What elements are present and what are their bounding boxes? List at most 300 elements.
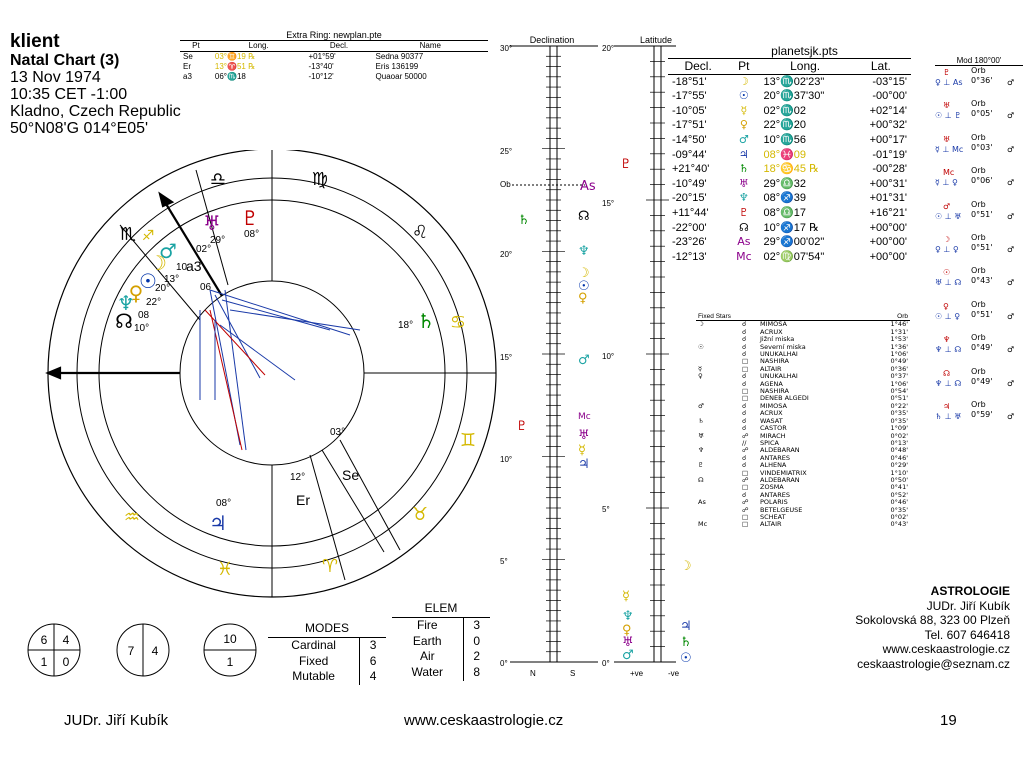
table-row [696,329,910,336]
contact-website[interactable]: www.ceskaastrologie.cz [882,642,1010,656]
table-row [268,669,386,685]
client-name: klient [10,31,60,52]
table-cell: 22°♏20 [763,119,807,132]
table-row [668,89,911,104]
table-cell: -17°55' [672,90,707,103]
table-cell: ♄ [738,162,749,176]
table-cell: 0°41' [890,483,908,492]
sign-glyph: ♉ [411,504,429,525]
table-cell: ☊ [698,475,704,484]
node-glyph: ☊ [115,309,133,333]
table-cell: 4 [369,669,377,684]
table-cell: +00°32' [869,119,907,132]
table-cell: -20°15' [672,192,707,205]
planet-glyphs [115,206,435,535]
modes-title: MODES [268,621,386,637]
table-row [696,351,910,358]
table-cell: ZOSMA [760,483,784,492]
mod-orb-label: Orb [971,199,986,209]
table-cell: ♃ [738,147,749,161]
footer-website[interactable]: www.ceskaastrologie.cz [404,712,564,729]
col-header: Long. [212,41,306,52]
table-row [696,507,910,514]
lat-tick-label: 20° [602,44,615,53]
table-cell: ☌ [742,409,747,418]
planets-table [668,44,911,264]
table-cell: ☿ [740,103,748,117]
table-cell: +00°00' [869,236,907,249]
table-cell: Eris 136199 [375,62,419,71]
table-row [180,72,488,82]
degree-label: 08° [216,498,232,509]
table-cell: ♆ [738,191,749,205]
table-cell: ☍ [742,505,749,514]
table-cell: □ [742,357,749,366]
table-cell: 0°52' [890,490,908,499]
table-row [696,484,910,491]
declination-markers [516,157,692,666]
table-cell: 1°46' [890,320,908,329]
table-row [392,634,490,650]
mod-entry [935,133,1023,166]
mod-sign: ♂ [1007,144,1015,154]
neptune-marker: ♆ [578,244,590,259]
decl-tick-label: 0° [500,659,508,668]
decl-tick-label: 15° [500,353,513,362]
table-cell: ACRUX [760,409,783,418]
mod-top-glyph: ♂ [943,201,951,211]
table-cell: Mc [736,249,752,263]
neptune-glyph: ♆ [117,291,135,315]
table-cell: ☍ [742,431,749,440]
declination-title: Declination [529,35,575,45]
degree-label: 08° [244,229,260,240]
natal-chart-wheel [0,150,500,610]
table-cell: +00°31' [869,177,907,190]
elements-table [392,601,490,681]
pluto-marker: ♇ [516,419,528,434]
moon-marker: ☽ [578,266,590,281]
degree-label: 18° [398,320,414,331]
table-cell: MIMOSA [760,401,787,410]
table-cell: ☌ [742,372,747,381]
table-cell: MIRACH [760,431,786,440]
table-row [668,206,911,221]
col-header: Lat. [851,59,911,75]
circle-value: 1 [226,655,234,669]
circle-value: 1 [40,655,48,669]
table-row [696,366,910,373]
mod-180-panel [935,56,1023,433]
table-cell: NASHIRA [760,387,789,396]
table-cell: ☌ [742,327,747,336]
mod-top-glyph: ♃ [943,401,951,411]
mod-sign: ♂ [1007,278,1015,288]
circle-value: 10 [223,632,237,646]
table-cell: Jižní miska [760,335,795,344]
mod-entry [935,200,1023,233]
table-cell: ☌ [742,401,747,410]
table-cell: ☌ [742,453,747,462]
sign-glyph: ♐ [141,228,155,244]
uranus-marker: ♅ [578,428,590,443]
table-cell: ☌ [742,424,747,433]
circle-value: 4 [62,633,70,647]
degree-label: 06 [200,282,212,293]
jupiter-marker: ♃ [578,457,590,472]
table-cell: +01°31' [869,192,907,205]
table-cell: 3 [473,617,481,632]
table-cell: □ [742,364,749,373]
table-row [696,470,910,477]
table-cell: ALTAIR [760,520,782,529]
mod-orb-label: Orb [971,299,986,309]
table-cell: UNUKALHAI [760,350,798,359]
mod-orb-label: Orb [971,132,986,142]
mod-title: Mod 180°00' [935,56,1023,66]
degree-label: 10 [176,262,188,273]
table-cell: ♄ [698,416,704,425]
table-cell: Mc [698,520,708,529]
mod-orb-label: Orb [971,266,986,276]
mod-orb: 0°49' [971,376,993,386]
mod-top-glyph: ☊ [943,368,951,378]
footer-page-number: 19 [940,712,957,729]
table-cell: +21°40' [672,163,710,176]
table-cell: 13°♈51 ℞ [214,62,256,71]
uranus-glyph: ♅ [203,211,221,235]
table-row [696,514,910,521]
table-cell: ANTARES [760,453,790,462]
mod-orb-label: Orb [971,66,986,75]
table-cell: -10°49' [672,177,707,190]
table-cell: 10°♐17 ℞ [763,221,819,234]
aspect-lines [200,290,360,450]
table-cell: -13°40' [308,62,334,71]
table-row [696,395,910,402]
table-cell: ☌ [742,350,747,359]
table-row [180,62,488,72]
table-cell: -23°26' [672,236,707,249]
table-cell: -10°05' [672,104,707,117]
table-cell: ♅ [738,176,749,190]
circle-value: 4 [151,644,159,658]
table-cell: 0°22' [890,401,908,410]
table-row [696,425,910,432]
decl-tick-label: 30° [500,44,513,53]
decl-tick-label: 5° [500,557,508,566]
lat-mercury-marker: ☿ [622,589,630,604]
table-cell: □ [742,520,749,529]
table-cell: ☌ [742,490,747,499]
table-cell: 0°35' [890,409,908,418]
mod-midpoint: ♀ ⊥ ♀ [935,244,959,254]
table-cell: ☍ [742,475,749,484]
sign-glyph: ♎ [209,169,227,190]
lat-bottom-label: +ve [630,669,644,678]
table-cell: 0°49' [890,357,908,366]
degree-label: 20° [155,283,171,294]
mod-sign: ♂ [1007,78,1015,87]
mod-midpoint: ☉ ⊥ ♀ [935,311,961,321]
table-cell: ☌ [742,379,747,388]
table-cell: 3 [369,637,377,652]
sun-marker: ☉ [578,279,590,294]
table-row [668,221,911,236]
table-cell: ☍ [742,446,749,455]
table-row [392,649,490,665]
moon-glyph: ☽ [149,251,167,275]
table-cell: 6 [369,653,377,668]
degree-label: 03° [330,427,346,438]
circle-value: 7 [127,644,135,658]
mod-orb: 0°51' [971,242,993,252]
table-row [696,477,910,484]
venus-marker: ♀ [578,291,588,306]
table-cell: 2 [473,649,481,664]
sign-glyph: ♍ [311,169,329,190]
mod-midpoint: ☿ ⊥ Mc [935,144,964,154]
table-row [392,665,490,681]
table-cell: □ [742,394,749,403]
planet-degree-labels [134,229,413,509]
table-cell: ☌ [742,342,747,351]
lat-neptune-marker: ♆ [622,609,634,624]
contact-title: ASTROLOGIE [930,584,1010,598]
mod-orb: 0°51' [971,209,993,219]
table-row [392,617,490,633]
col-header: Fixed Stars [696,313,866,321]
degree-label: 08 [138,310,150,321]
table-cell: ☿ [698,364,702,373]
table-cell: 08°♓09 [763,148,807,161]
mod-top-glyph: ☉ [943,268,951,278]
table-cell: -03°15' [872,75,907,88]
table-cell: ACRUX [760,327,783,336]
table-cell: ☌ [742,320,747,329]
table-cell [696,507,740,514]
table-cell: 0°46' [890,453,908,462]
table-cell: ☊ [738,220,749,234]
table-cell: ♇ [698,461,704,470]
sedna-label: Se [342,467,360,483]
eris-label: Er [296,492,310,508]
mod-sign: ♂ [1007,244,1015,254]
table-cell: 1°06' [890,379,908,388]
table-cell: Sedna 90377 [375,52,424,61]
degree-label: 12° [290,472,306,483]
table-cell: ♅ [698,431,704,440]
sign-glyph: ♈ [321,556,339,577]
col-header: Orb [866,313,910,321]
mod-midpoint: ♅ ⊥ ☊ [935,278,962,288]
table-cell: 02°♍07'54" [763,250,825,263]
contact-line: Sokolovská 88, 323 00 Plzeň [855,613,1010,627]
venus-glyph: ♀ [128,281,144,305]
mod-orb: 0°03' [971,142,993,152]
table-cell: ☽ [738,74,749,88]
mod-top-glyph: ♅ [943,134,951,144]
col-header: Decl. [306,41,373,52]
table-cell: 0°02' [890,512,908,521]
table-cell: ♀ [739,118,748,132]
table-cell [696,388,740,395]
mod-top-glyph: ♅ [943,101,951,111]
mod-entry [935,300,1023,333]
lat-tick-label: 15° [602,199,615,208]
mod-orb: 0°36' [971,76,993,85]
mars-glyph: ♂ [159,239,177,263]
table-cell: □ [742,483,749,492]
mod-midpoint: ☉ ⊥ ♇ [935,111,962,121]
contact-email[interactable]: ceskaastrologie@seznam.cz [857,656,1010,671]
mod-sign: ♂ [1007,378,1015,388]
mod-orb: 0°59' [971,409,993,419]
table-cell: // [742,438,747,447]
table-row [696,403,910,410]
degree-label: 13° [164,274,180,285]
table-cell: □ [742,387,749,396]
mc-marker: Mc [578,412,591,422]
table-cell: Fixed [268,654,360,670]
table-cell: 0°50' [890,475,908,484]
table-cell: 0°35' [890,416,908,425]
lat-tick-label: 10° [602,352,615,361]
mod-orb: 0°49' [971,343,993,353]
chart-header [10,32,181,137]
sun-glyph: ☉ [139,269,157,293]
lat-saturn-marker: ♄ [680,635,692,650]
elem-title: ELEM [392,601,490,617]
decl-bottom-label: S [570,669,576,678]
table-cell: 02°♏02 [763,104,807,117]
table-cell: 0°29' [890,461,908,470]
table-cell: POLARIS [760,498,788,507]
quadrant-circles [25,623,265,683]
mod-sign: ♂ [1007,311,1015,321]
table-cell: 0°35' [890,505,908,514]
mod-top-glyph: ♆ [943,335,951,345]
mod-orb: 0°43' [971,276,993,286]
table-cell: Se [183,52,193,61]
chart-date: 13 Nov 1974 [10,69,101,86]
table-row [696,418,910,425]
table-cell: Cardinal [268,637,360,653]
table-cell: ALDEBARAN [760,446,800,455]
table-cell: ♂ [738,132,749,146]
sign-glyph: ♊ [459,430,477,451]
lat-venus-marker: ♀ [622,623,632,638]
table-row [668,133,911,148]
saturn-glyph: ♄ [417,309,435,333]
table-row [696,373,910,380]
table-cell: UNUKALHAI [760,372,798,381]
mod-midpoint: ☉ ⊥ ♅ [935,211,962,221]
table-row [696,381,910,388]
table-cell: □ [742,468,749,477]
table-cell [696,329,740,336]
mod-top-glyph: ☽ [943,234,951,244]
planets-title: planetsjk.pts [771,44,838,58]
table-cell: ANTARES [760,490,790,499]
table-cell: ☉ [698,342,704,351]
mars-marker: ♂ [578,353,590,368]
mod-orb: 0°51' [971,309,993,319]
table-cell: NASHIRA [760,357,789,366]
asc-marker: As [580,179,596,194]
table-cell: Water [392,665,463,681]
degree-label: 02° [196,244,212,255]
table-cell: Severní miska [760,342,806,351]
mod-orb-label: Orb [971,333,986,343]
table-cell: As [698,498,706,507]
chart-coords: 50°N08'G 014°E05' [10,120,149,137]
chart-title: Natal Chart (3) [10,52,120,69]
table-cell: +00°00' [869,250,907,263]
table-row [696,521,910,528]
table-cell: 29°♐00'02" [763,236,825,249]
col-header: Pt [728,59,759,75]
table-cell [696,484,740,491]
mod-orb-label: Orb [971,166,986,176]
table-cell: 1°09' [890,424,908,433]
table-cell: ALHENA [760,461,787,470]
table-cell: Fire [392,617,463,633]
mod-sign: ♂ [1007,211,1015,221]
table-cell: Er [183,62,191,71]
table-cell: 0°37' [890,372,908,381]
lat-moon-marker: ☽ [680,559,692,574]
mod-midpoint: ♆ ⊥ ☊ [935,345,962,355]
mod-sign: ♂ [1007,411,1015,421]
sign-glyph: ♌ [411,222,429,243]
table-row [696,358,910,365]
mercury-marker: ☿ [578,443,586,458]
table-row [696,410,910,417]
table-cell: Earth [392,634,463,650]
mod-midpoint: ♆ ⊥ ☊ [935,378,962,388]
table-cell: ♀ [698,372,703,381]
lat-pluto-marker: ♇ [620,157,632,172]
table-cell: 03°♊19 ℞ [214,52,256,61]
table-cell: 0°13' [890,438,908,447]
mod-orb: 0°06' [971,176,993,186]
fixed-stars-table [696,313,910,529]
table-row [696,447,910,454]
lat-tick-label: 0° [602,659,610,668]
lat-tick-label: 5° [602,505,610,514]
table-cell: Quaoar 50000 [375,72,427,81]
table-cell: 29°♎32 [763,177,807,190]
table-cell: ALDEBARAN [760,475,800,484]
sign-glyph: ♒ [123,507,141,528]
mod-sign: ♂ [1007,111,1015,121]
table-cell: 8 [473,665,481,680]
modes-table [268,621,386,685]
table-row [696,455,910,462]
table-cell: ☌ [742,335,747,344]
extra-ring-title: Extra Ring: newplan.pte [286,30,382,40]
table-cell: 1°53' [890,335,908,344]
saturn-marker: ♄ [518,213,530,228]
table-cell: -22°00' [672,221,707,234]
table-cell: CASTOR [760,424,787,433]
table-row [268,637,386,653]
mod-sign: ♂ [1007,178,1015,188]
mod-midpoint: ♀ ⊥ As [935,78,963,87]
table-cell: +00°17' [869,133,907,146]
table-cell: 08°♐39 [763,192,807,205]
